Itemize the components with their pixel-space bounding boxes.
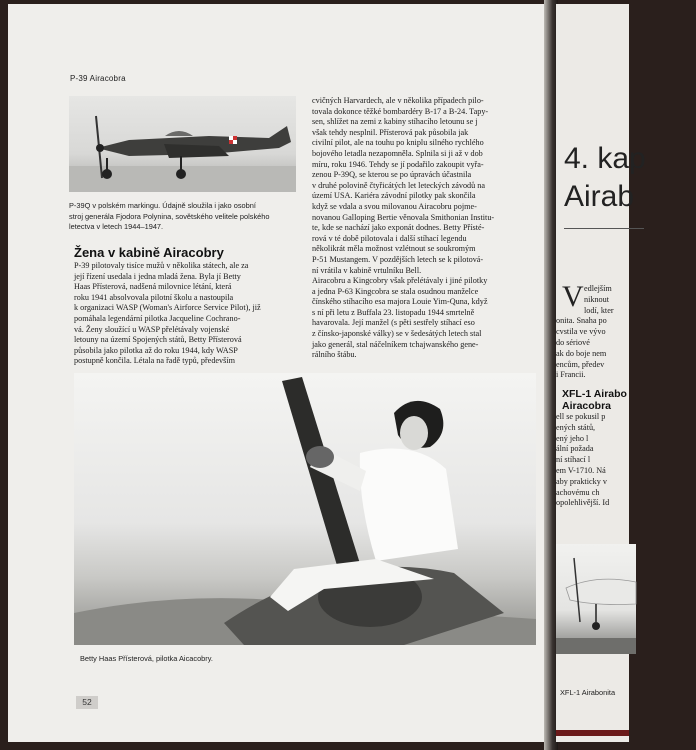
intro-text: edlejším niknout lodí, kter onita. Snaha po cvstila ve vývo do sériové ak do boje nem encům, předev i Francii.	[556, 284, 614, 380]
photo-caption-p39q: P-39Q v polském markingu. Údajně sloužila i jako osobní stroj generála Fjodora Polynina, sovětského velitele polského letectva v letech 1944–1947.	[69, 201, 270, 232]
aircraft-illustration	[556, 544, 636, 654]
subsection-heading: XFL-1 Airabo Airacobra	[562, 388, 627, 412]
photo-caption-betty: Betty Haas Přísterová, pilotka Aicacobry.	[80, 654, 213, 663]
page-number: 52	[76, 696, 98, 709]
photo-betty-haas	[74, 373, 536, 645]
aircraft-illustration	[69, 96, 296, 192]
chapter-title-line1: 4. kap	[564, 142, 646, 175]
pilot-with-propeller-illustration	[74, 373, 536, 645]
chapter-title-line2: Airab	[564, 180, 635, 213]
photo-xfl1-airabonita	[556, 544, 636, 654]
subsection-text: ell se pokusil p ených států, ený jeho l ální požada ní stíhací l em V-1710. Ná aby prakticky v achovému ch opolehlivější. Id	[556, 412, 610, 508]
section-heading: Žena v kabině Airacobry	[74, 245, 224, 260]
drop-cap: V	[562, 280, 584, 313]
chapter-color-bar	[556, 730, 629, 736]
right-page	[556, 4, 646, 742]
text-column-2: cvičných Harvardech, ale v několika případech pilo- tovala dokonce těžké bombardéry B-17 a B-24. Tapy- sen, shlížet na zemi z kabiny stíhacího letounu se j však tehdy nesplnil. Přísterová pak působila jak civilní pilot, ale na touhu po kniplu silného rychlého bojového letadla nezapomněla. Splnila si ji až v dob míru, roku 1946. Tehdy se jí podařilo zakoupit vyřa- zenou P-39Q, se kterou se po úpravách účastnila v druhé polovině čtyřicátých let leteckých závodů na území USA. Kariéra závodní pilotky pak skončila když se vdala a svou milovanou Airacobru pojme- novanou Galloping Bertie věnovala Smithonian Institu- te, kde se nachází jako exponát dodnes. Betty Přísté- rová v té době pilotovala i další stíhací legendu několikrát měla možnost vzlétnout se soukromým P-51 Mustangem. V pozdějších letech se k pilotová- ní vrátila v kabině vrtulníku Bell. Airacobru a Kingcobry však přelétávaly i jiné pilotky a jedna P-63 Kingcobra se stala osudnou manželce čínského stíhacího esa majora Louie Yim-Quna, když s ní při letu z Buffala 23. listopadu 1944 smrtelně havarovala. Její manžel (s pěti sestřely stíhací eso z čínsko-japonské války) se v šedesátých letech stal jako generál, stal náčelníkem tchajwanského gene- rálního štábu.	[312, 96, 495, 360]
running-header: P-39 Airacobra	[70, 74, 126, 83]
text-column-1: P-39 pilotovaly tisíce mužů v několika státech, ale za její řízení usedala i jedna mladá žena. Byla jí Betty Haas Přísterová, nadšená milovnice létání, která roku 1941 absolvovala pilotní školu a nastoupila k organizaci WASP (Woman's Airforce Service Pilot), již pomáhala legendární pilotka Jacqueline Cochrano- vá. Ženy sloužící u WASP přelétávaly vojenské letouny na území Spojených států, Betty Přísterová působila jako pilotka až do roku 1944, kdy WASP postupně končila. Létala na řadě typů, především	[74, 261, 261, 366]
photo-p39-aircraft	[69, 96, 296, 192]
title-rule	[564, 228, 644, 229]
photo-caption-xfl1: XFL-1 Airabonita	[560, 688, 616, 697]
